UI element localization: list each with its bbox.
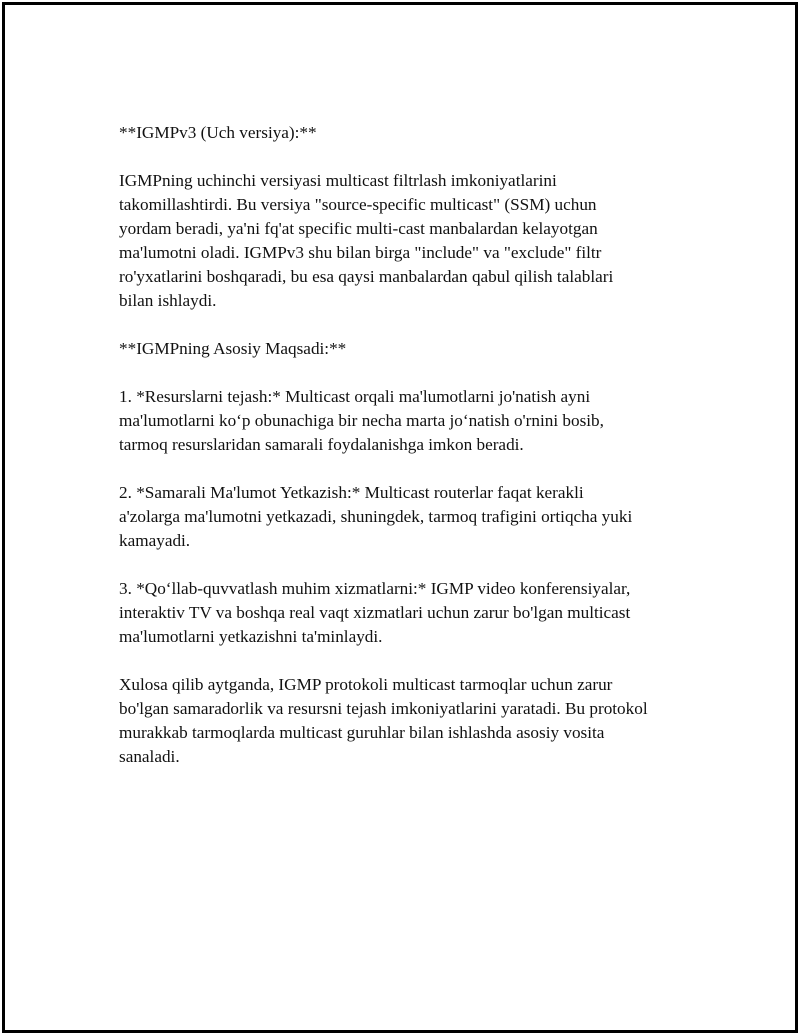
text-line: ma'lumotni oladi. IGMPv3 shu bilan birga "include" va "exclude" filtr <box>119 243 602 262</box>
text-line: interaktiv TV va boshqa real vaqt xizmatlari uchun zarur bo'lgan multicast <box>119 603 631 622</box>
text-line: takomillashtirdi. Bu versiya "source-specific multicast" (SSM) uchun <box>119 195 597 214</box>
list-item-service-support <box>119 577 699 649</box>
text-line: sanaladi. <box>119 747 180 766</box>
text-line: IGMPning uchinchi versiyasi multicast filtrlash imkoniyatlarini <box>119 171 557 190</box>
text-line: bilan ishlaydi. <box>119 291 217 310</box>
text-line: Xulosa qilib aytganda, IGMP protokoli multicast tarmoqlar uchun zarur <box>119 675 613 694</box>
heading-line: **IGMPv3 (Uch versiya):** <box>119 123 317 142</box>
text-line: tarmoq resurslaridan samarali foydalanishga imkon beradi. <box>119 435 524 454</box>
text-line: ro'yxatlarini boshqaradi, bu esa qaysi manbalardan qabul qilish talablari <box>119 267 614 286</box>
text-line: 1. *Resurslarni tejash:* Multicast orqali ma'lumotlarni jo'natish ayni <box>119 387 591 406</box>
text-line: murakkab tarmoqlarda multicast guruhlar bilan ishlashda asosiy vosita <box>119 723 605 742</box>
list-item-efficient-delivery <box>119 481 699 553</box>
heading-igmp-purpose <box>119 337 699 361</box>
paragraph-conclusion <box>119 673 699 769</box>
text-line: 3. *Qo‘llab-quvvatlash muhim xizmatlarni:* IGMP video konferensiyalar, <box>119 579 631 598</box>
page-frame <box>2 2 798 1033</box>
heading-igmpv3 <box>119 121 699 145</box>
text-line: ma'lumotlarni yetkazishni ta'minlaydi. <box>119 627 383 646</box>
paragraph-igmpv3 <box>119 169 699 313</box>
text-line: ma'lumotlarni ko‘p obunachiga bir necha marta jo‘natish o'rnini bosib, <box>119 411 604 430</box>
text-line: 2. *Samarali Ma'lumot Yetkazish:* Multicast routerlar faqat kerakli <box>119 483 584 502</box>
list-item-resource-saving <box>119 385 699 457</box>
text-line: bo'lgan samaradorlik va resursni tejash imkoniyatlarini yaratadi. Bu protokol <box>119 699 648 718</box>
heading-line: **IGMPning Asosiy Maqsadi:** <box>119 339 347 358</box>
text-line: yordam beradi, ya'ni fq'at specific multi-cast manbalardan kelayotgan <box>119 219 598 238</box>
text-line: kamayadi. <box>119 531 191 550</box>
text-line: a'zolarga ma'lumotni yetkazadi, shuningdek, tarmoq trafigini ortiqcha yuki <box>119 507 633 526</box>
document-body <box>119 121 699 769</box>
